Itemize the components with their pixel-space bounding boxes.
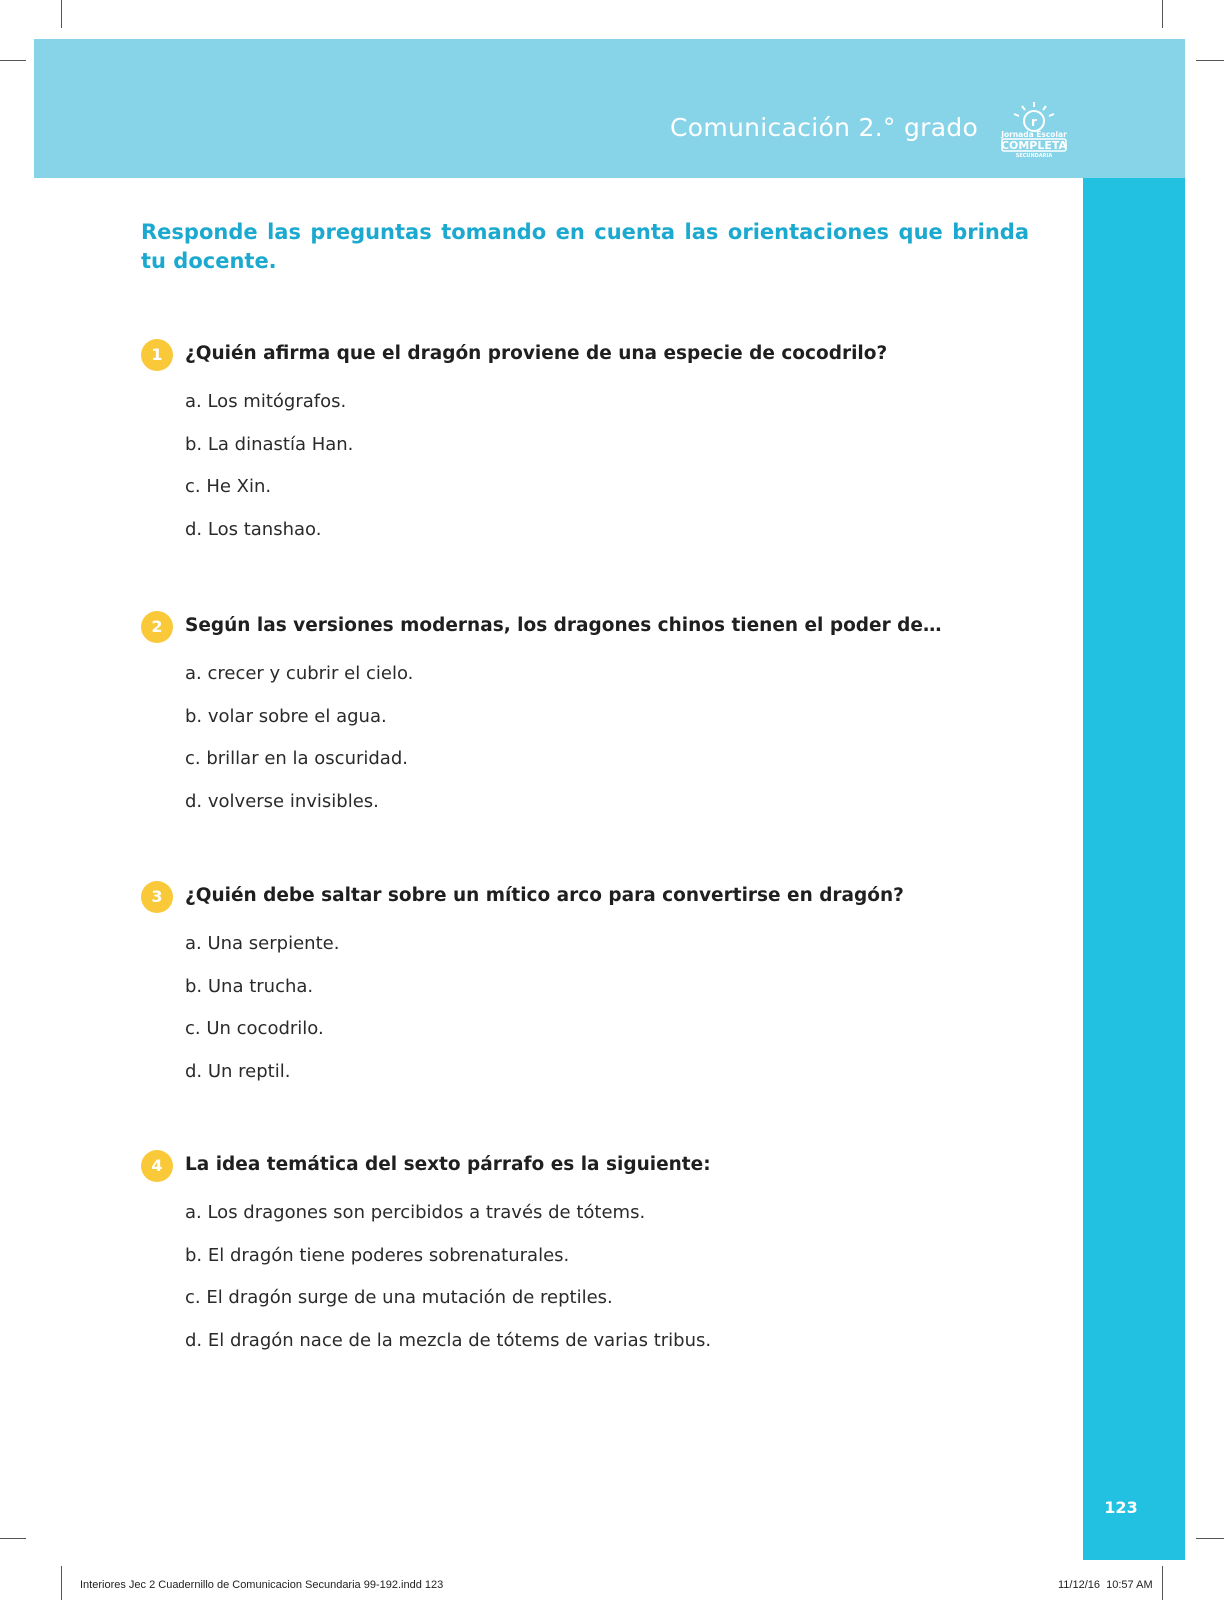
option-list [185, 933, 1041, 1103]
option-a: a. crecer y cubrir el cielo. [185, 663, 414, 684]
question-text: ¿Quién afirma que el dragón proviene de una especie de cocodrilo? [185, 343, 888, 364]
question-header [141, 611, 1041, 645]
logo-text-top: Jornada Escolar [1001, 130, 1067, 139]
crop-mark [0, 1538, 26, 1539]
header-title: Comunicación 2.° grado [670, 113, 979, 142]
option-b: b. volar sobre el agua. [185, 705, 387, 727]
option-list [185, 1202, 1041, 1372]
question-2 [141, 611, 1041, 833]
option-b: b. Una trucha. [185, 975, 314, 997]
jornada-escolar-completa-logo [992, 100, 1076, 158]
option-c: c. El dragón surge de una mutación de reptiles. [185, 1287, 613, 1309]
logo-text-main: COMPLETA [1000, 139, 1068, 152]
option-c: c. Un cocodrilo. [185, 1018, 324, 1040]
option-a: a. Los dragones son percibidos a través de tótems. [185, 1202, 646, 1223]
crop-mark [61, 1566, 62, 1600]
option-c: c. He Xin. [185, 476, 272, 498]
question-text: La idea temática del sexto párrafo es la siguiente: [185, 1154, 711, 1175]
footer-file-name: Interiores Jec 2 Cuadernillo de Comunicacion Secundaria 99-192.indd 123 [80, 1579, 444, 1591]
crop-mark [1196, 60, 1224, 61]
question-number-badge: 1 [141, 339, 173, 371]
option-a: a. Una serpiente. [185, 933, 340, 954]
option-b: b. La dinastía Han. [185, 433, 354, 455]
question-number-badge: 4 [141, 1150, 173, 1182]
crop-mark [1162, 0, 1163, 28]
svg-text:r: r [1031, 115, 1037, 129]
option-d: d. Un reptil. [185, 1060, 291, 1082]
question-header [141, 1150, 1041, 1184]
option-b: b. El dragón tiene poderes sobrenaturales. [185, 1244, 570, 1266]
footer-timestamp [1058, 1579, 1153, 1591]
crop-mark [1162, 1566, 1163, 1600]
question-number-badge: 3 [141, 881, 173, 913]
option-d: d. volverse invisibles. [185, 790, 379, 812]
instruction-text: Responde las preguntas tomando en cuenta las orientaciones que brinda tu docente. [141, 220, 1029, 273]
crop-mark [1196, 1538, 1224, 1539]
question-header [141, 339, 1041, 373]
option-list [185, 663, 1041, 833]
option-d: d. Los tanshao. [185, 518, 322, 540]
option-a: a. Los mitógrafos. [185, 391, 347, 412]
question-3 [141, 881, 1041, 1103]
logo-text-bottom: SECUNDARIA [1015, 153, 1053, 158]
crop-mark [61, 0, 62, 28]
option-list [185, 391, 1041, 561]
question-text: ¿Quién debe saltar sobre un mítico arco para convertirse en dragón? [185, 885, 904, 906]
question-text: Según las versiones modernas, los dragones chinos tienen el poder de… [185, 615, 942, 636]
footer-time: 10:57 AM [1106, 1579, 1153, 1591]
footer-date: 11/12/16 [1058, 1579, 1101, 1591]
crop-mark [0, 60, 26, 61]
question-4 [141, 1150, 1041, 1372]
question-1 [141, 339, 1041, 561]
option-d: d. El dragón nace de la mezcla de tótems de varias tribus. [185, 1329, 712, 1351]
option-c: c. brillar en la oscuridad. [185, 748, 408, 770]
side-band [1083, 178, 1185, 1560]
question-number-badge: 2 [141, 611, 173, 643]
page-number: 123 [1104, 1495, 1138, 1521]
question-header [141, 881, 1041, 915]
